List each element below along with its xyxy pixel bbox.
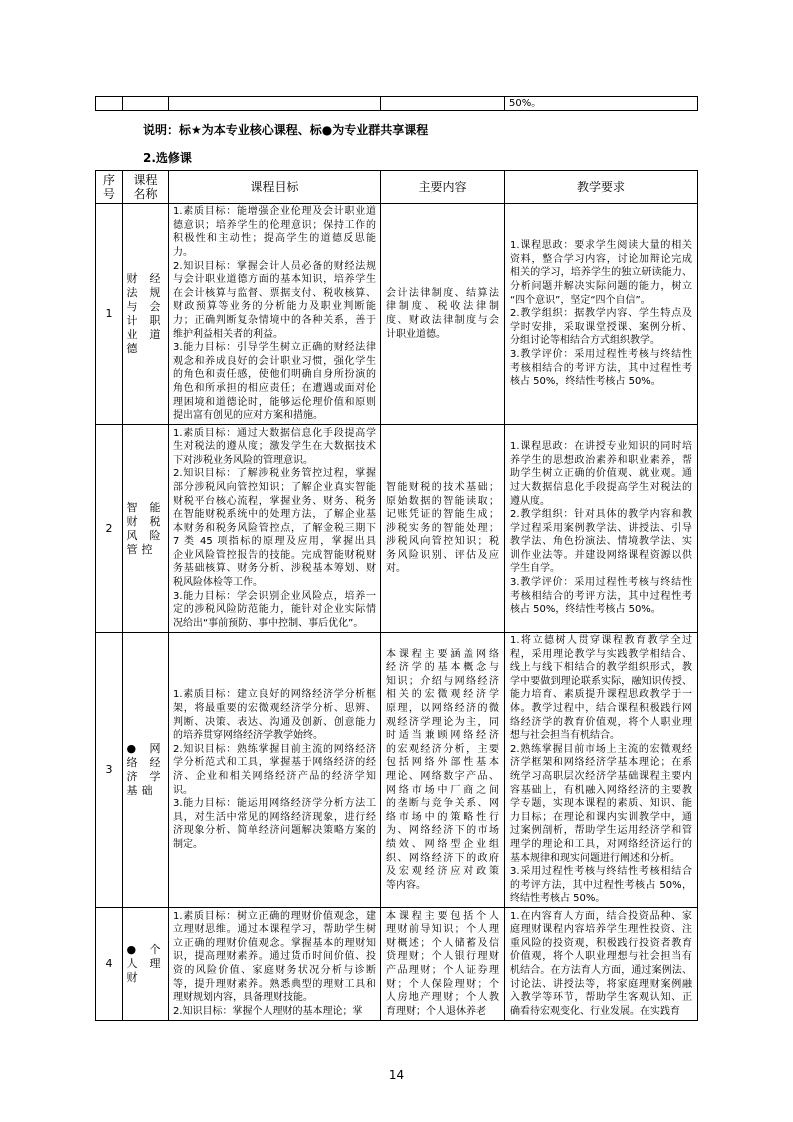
fragment-row — [96, 97, 698, 111]
text-line: 原始数据的智能读取； — [386, 495, 499, 507]
text-line: 理财前导知识；个人理 — [386, 924, 499, 936]
text-line: 1.课程思政：要求学生阅读大量的相关 — [510, 240, 692, 252]
text-line: 能力培育、素质提升课程思政教学于一 — [510, 689, 692, 701]
text-line: 1.在内容育人方面，结合投资品种、家 — [510, 910, 692, 922]
fragment-cell-requirements — [505, 97, 698, 111]
text-line: 1.素质目标：树立正确的理财价值观念，建 — [173, 910, 376, 922]
text-line: 教学法、角色扮演法、情境教学法、实 — [510, 536, 692, 548]
text-line: 程，采用理论教学与实践教学相结合、 — [510, 648, 692, 660]
text-line: 的垄断与竞争关系、网 — [386, 798, 499, 810]
text-line: 体。教学过程中，结合课程积极践行网 — [510, 703, 692, 715]
cell-name — [123, 908, 169, 1021]
text-line: 济学框架和网络经济学基本理论；在系 — [510, 757, 692, 769]
course-goals — [169, 204, 380, 424]
text-line: 过大数据信息化手段提高学生对税法的 — [510, 481, 692, 493]
text-line: 遵从度。 — [510, 495, 550, 507]
text-line: 理困境和道德论时，能够运伦理价值和原则 — [173, 396, 376, 408]
text-line: 1.素质目标：建立良好的网络经济学分析框 — [173, 689, 376, 701]
course-name: 财经法规与会计职业道德 — [126, 272, 165, 355]
cell-no — [96, 633, 123, 908]
cell-no — [96, 425, 123, 633]
text-line: 力。 — [173, 247, 193, 259]
text-line: 提出富有创见的应对方案和措施。 — [173, 410, 323, 422]
text-line: 企业风险管控报告的技能。完成智能财税财 — [173, 549, 376, 561]
text-line: 济现象分析、简单经济问题解决策略方案的 — [173, 825, 376, 837]
text-line: 力；正确判断复杂情境中的各种关系，善于 — [173, 315, 376, 326]
text-line: 1.素质目标：通过大数据信息化手段提高学 — [173, 427, 376, 439]
text-line: 时适当兼顾网络经济 — [386, 730, 499, 742]
text-line: 务风险识别、评估及应 — [386, 549, 499, 561]
text-line: 会计法律制度、结算法 — [386, 287, 499, 299]
text-line: 2.知识目标：掌握会计人员必备的财经法规 — [173, 260, 376, 272]
text-line: 架，将最重要的宏微观经济学分析、思辨、 — [173, 703, 376, 715]
text-line: 相关的宏微观经济学 — [386, 689, 499, 701]
header-cell-no — [96, 171, 123, 204]
fragment-cell-goals — [169, 97, 381, 111]
text-line: 的宏观经济分析，主要 — [386, 743, 499, 755]
text-line: 理学的理论和工具，对网络经济运行的 — [510, 838, 692, 850]
text-line: 维护利益相关者的利益。 — [173, 328, 283, 340]
text-line: 资的风险价值、家庭财务状况分析与诊断 — [173, 965, 376, 976]
cell-content — [381, 204, 505, 425]
teaching-requirements — [505, 633, 697, 907]
text-line: 2.知识目标：掌握个人理财的基本理论；掌 — [173, 1005, 363, 1017]
text-line: 讨论法、讲授法等，将家庭理财案例融 — [510, 978, 692, 990]
cell-no — [96, 908, 123, 1021]
cell-goals — [169, 633, 381, 908]
cell-content — [381, 425, 505, 633]
text-line: 3.采用过程性考核与终结性考核相结合 — [510, 866, 692, 878]
text-line: 力目标；在理论和课内实训教学中，通 — [510, 811, 692, 823]
text-line: 积极性和主动性；提高学生的道德反思能 — [173, 233, 376, 245]
text-line: 核占 50%，终结性考核占 50%。 — [510, 604, 661, 616]
text-line: 立理财思维。通过本课程学习，帮助学生树 — [173, 924, 376, 936]
text-line: 经济学的基本概念与 — [386, 662, 499, 674]
text-line: 及宏观经济应对政策 — [386, 866, 499, 878]
text-line: 生对税法的遵从度；激发学生在大数据技术 — [173, 441, 376, 453]
text-line: 3.能力目标：能运用网络经济学分析方法工 — [173, 798, 376, 810]
course-content — [381, 204, 504, 424]
text-line: 统学习高职层次经济学基础课程主要内 — [510, 771, 692, 782]
table-row — [96, 908, 698, 1021]
cell-requirements — [505, 204, 698, 425]
table-row — [96, 425, 698, 633]
text-line: 计职业道德。 — [386, 328, 446, 340]
cell-name — [123, 425, 169, 633]
text-line: 具，对生活中常见的网络经济现象，进行经 — [173, 811, 376, 823]
text-line: 角色和所承担的相应责任；在遭遇或面对伦 — [173, 382, 376, 394]
text-line: 涉税风向管控知识；税 — [386, 536, 499, 548]
text-line: 相关的学习，培养学生的独立研读能力、 — [510, 267, 692, 279]
cell-content — [381, 633, 505, 908]
text-line: 过案例剖析，帮助学生运用经济学和管 — [510, 825, 692, 837]
course-name: 智能财税风险管控 — [126, 500, 165, 556]
text-line: 财税平台核心流程，掌握业务、财务、税务 — [173, 495, 376, 507]
text-line: 1.课程思政：在讲授专业知识的同时培 — [510, 441, 692, 453]
cell-goals — [169, 425, 381, 633]
text-line: 在智能财税系统中的处理方法，了解企业基 — [173, 509, 376, 521]
text-line: 财政预算等业务的分析能力及职业判断能 — [173, 301, 376, 313]
row-number: 3 — [105, 763, 113, 776]
cell-requirements — [505, 908, 698, 1021]
text-line: 学时安排，采取课堂授课、案例分析、 — [510, 321, 692, 333]
text-line: 财概述；个人储蓄及信 — [386, 937, 499, 949]
text-line: 织、网络经济下的政府 — [386, 852, 499, 864]
text-line: 等，提升理财素养。熟悉典型的理财工具和 — [173, 978, 376, 990]
course-content — [381, 633, 504, 907]
text-line: 分析问题并解决实际问题的能力，树立 — [510, 281, 692, 293]
text-line: 考核相结合的考评方法，其中过程性考 — [510, 362, 692, 374]
text-line: 济、企业和相关网络经济产品的经济学知 — [173, 771, 376, 782]
text-line: 终结性考核占 50%。 — [510, 893, 606, 905]
text-line: 学分析范式和工具，掌握基于网络经济的经 — [173, 757, 376, 769]
row-number: 1 — [105, 307, 113, 320]
course-goals — [169, 908, 380, 1020]
teaching-requirements — [505, 908, 697, 1020]
table-row — [96, 633, 698, 908]
row-number: 2 — [105, 521, 113, 535]
teaching-requirements — [505, 425, 697, 632]
text-line: 本财务和税务风险管控点，了解金税三期下 — [173, 522, 376, 534]
text-line: 助学生树立正确的价值观、就业观。通 — [510, 468, 692, 480]
text-line: 核占 50%，终结性考核占 50%。 — [510, 376, 661, 388]
text-line: 络经济学的教育价值观，将个人职业理 — [510, 716, 692, 728]
text-line: 识。 — [173, 784, 193, 796]
text-line: 确看待宏观变化、行业发展。在实践育 — [510, 1005, 680, 1017]
header-cell-content — [381, 171, 505, 204]
text-line: 对。 — [386, 563, 406, 575]
text-line: 的考评方法，其中过程性考核占 50%， — [510, 879, 692, 891]
text-line: 智能财税的技术基础； — [386, 481, 499, 493]
text-line: 价值观，将个人职业理想与社会担当有 — [510, 951, 692, 963]
text-line: 想与社会担当有机结合。 — [510, 730, 620, 742]
header-goals-label: 课程目标 — [250, 180, 299, 194]
table-header-row — [96, 171, 698, 204]
text-line: 分组讨论等相结合方式组织教学。 — [510, 335, 660, 347]
page-number: 14 — [388, 1068, 405, 1082]
text-line: 训作业法等。并建设网络课程资源以供 — [510, 549, 692, 561]
text-line: 识，提高理财素养。通过货币时间价值、投 — [173, 951, 376, 963]
text-line: 3.教学评价：采用过程性考核与终结性 — [510, 348, 692, 360]
text-line: 3.教学评价：采用过程性考核与终结性 — [510, 577, 692, 589]
text-line: 络市场中的策略性行 — [386, 811, 499, 823]
course-goals — [169, 633, 380, 907]
header-cell-name — [123, 171, 169, 204]
header-name-label: 课程名称 — [133, 173, 158, 201]
text-line: 记账凭证的智能生成； — [386, 509, 499, 521]
text-line: 与会计职业道德方面的基本知识，培养学生 — [173, 274, 376, 286]
cell-goals — [169, 204, 381, 425]
cell-name — [123, 204, 169, 425]
cell-no — [96, 204, 123, 425]
text-line: 学过程采用案例教学法、讲授法、引导 — [510, 522, 692, 534]
fragment-cell-content — [381, 97, 505, 111]
text-line: 人房地产理财；个人教 — [386, 992, 499, 1004]
text-line: 容基础上，有机融入网络经济的主要教 — [510, 784, 692, 796]
text-line: 1.素质目标：能增强企业伦理及会计职业道 — [173, 206, 376, 218]
text-line: 3.能力目标：引导学生树立正确的财经法律 — [173, 342, 376, 354]
text-line: 绩效、网络型企业组 — [386, 838, 499, 850]
header-requirements-label: 教学要求 — [576, 180, 625, 194]
cell-requirements — [505, 425, 698, 633]
text-line: 财；个人保险理财；个 — [386, 978, 499, 990]
text-line: 的培养贯穿网络经济学教学始终。 — [173, 730, 323, 742]
text-line: 2.知识目标：熟练掌握目前主流的网络经济 — [173, 743, 376, 755]
course-content — [381, 908, 504, 1020]
text-line: 基本规律和现实问题进行阐述和分析。 — [510, 852, 680, 864]
cell-content — [381, 908, 505, 1021]
text-line: 线上与线下相结合的教学组织形式，教 — [510, 662, 692, 674]
text-line: 入教学等环节，帮助学生客观认知、正 — [510, 992, 692, 1004]
text-line: 等内容。 — [386, 879, 426, 891]
text-line: 德意识；培养学生的伦理意识；保持工作的 — [173, 219, 376, 231]
text-line: 学生自学。 — [510, 563, 560, 575]
text-line: 知识；介绍与网络经济 — [386, 675, 499, 687]
text-line: 制定。 — [173, 838, 203, 850]
text-line: 部分涉税风向管控知识；了解企业真实智能 — [173, 481, 376, 493]
elective-course-table — [95, 170, 698, 1021]
cell-requirements — [505, 633, 698, 908]
header-no-label: 序号 — [102, 173, 115, 201]
text-line: 庭理财课程内容培养学生理性投资、注 — [510, 924, 692, 936]
text-line: 2.教学组织：据教学内容、学生特点及 — [510, 308, 692, 320]
text-line: 观念和养成良好的会计职业习惯，强化学生 — [173, 355, 376, 367]
cell-name — [123, 633, 169, 908]
text-line: 原理，以网络经济的微 — [386, 703, 499, 715]
text-line: 学中要做到理论联系实际，融知识传授、 — [510, 675, 692, 687]
text-line: 务基础核算、财务分析、涉税基本筹划、财 — [173, 563, 376, 575]
text-line: 产品理财；个人证券理 — [386, 965, 499, 976]
text-line: 2.知识目标：了解涉税业务管控过程，掌握 — [173, 468, 376, 480]
header-cell-requirements — [505, 171, 698, 204]
text-line: 育理财；个人退休养老 — [386, 1005, 486, 1017]
legend-note: 说明：标★为本专业核心课程、标●为专业群共享课程 — [143, 123, 429, 137]
text-line: 包括网络外部性基本 — [386, 757, 499, 769]
course-goals — [169, 425, 380, 632]
teaching-requirements — [505, 204, 697, 424]
table-row — [96, 204, 698, 425]
text-line: 的角色和责任感，使他们明确自身所扮演的 — [173, 369, 376, 381]
text-line: 立正确的理财价值观念。掌握基本的理财知 — [173, 937, 376, 949]
fragment-cell-no — [96, 97, 123, 111]
text-line: 2.教学组织：针对具体的教学内容和教 — [510, 509, 692, 521]
text-line: 税风险体检等工作。 — [173, 577, 263, 589]
course-name: ●个人理财 — [126, 943, 165, 984]
text-line: 下对涉税业务风险的管理意识。 — [173, 454, 313, 466]
text-line: 重风险的投资观，积极践行投资者教育 — [510, 937, 692, 949]
text-line: 涉税实务的智能处理； — [386, 522, 499, 534]
cell-goals — [169, 908, 381, 1021]
header-cell-goals — [169, 171, 381, 204]
text-line: 本课程主要涵盖网络 — [386, 648, 499, 660]
header-content-label: 主要内容 — [418, 180, 467, 194]
text-line: 判断、决策、表达、沟通及创新、创意能力 — [173, 716, 376, 728]
text-line: 网络市场中厂商之间 — [386, 784, 499, 796]
text-line: 资料，整合学习内容，讨论加辩论完成 — [510, 253, 692, 265]
course-content — [381, 425, 504, 632]
text-line: 2.熟练掌握目前市场上主流的宏微观经 — [510, 743, 692, 755]
fragment-requirements-text: 50%。 — [509, 98, 542, 109]
text-line: 本课程主要包括个人 — [386, 910, 499, 922]
text-line: 1.将立德树人贯穿课程教育教学全过 — [510, 635, 692, 647]
text-line: 在会计核算与监督、票据支付、税收核算、 — [173, 287, 376, 299]
text-line: “四个意识”，坚定“四个自信”。 — [510, 294, 651, 306]
text-line: 养学生的思想政治素养和职业素养，帮 — [510, 454, 692, 466]
fragment-cell-name — [123, 97, 169, 111]
course-name: ●网络经济学基础 — [126, 742, 165, 797]
text-line: 贷理财；个人银行理财 — [386, 951, 499, 963]
text-line: 机结合。在方法育人方面，通过案例法、 — [510, 965, 692, 976]
text-line: 律制度、税收法律制 — [386, 301, 499, 313]
text-line: 理财规划内容，具备理财技能。 — [173, 992, 313, 1004]
previous-table-fragment — [95, 96, 698, 111]
text-line: 考核相结合的考评方法，其中过程性考 — [510, 590, 692, 602]
text-line: 学专题，实现本课程的素质、知识、能 — [510, 798, 692, 810]
text-line: 观经济学理论为主，同 — [386, 716, 499, 728]
text-line: 7 类 45 项指标的原理及应用，掌握出具 — [173, 536, 376, 548]
text-line: 理论、网络数字产品、 — [386, 771, 499, 782]
text-line: 为、网络经济下的市场 — [386, 825, 499, 837]
row-number: 4 — [105, 957, 113, 970]
text-line: 度、财政法律制度与会 — [386, 315, 499, 326]
text-line: 定的涉税风险防范能力，能针对企业实际情 — [173, 604, 376, 616]
text-line: 况给出“事前预防、事中控制、事后优化”。 — [173, 617, 364, 629]
text-line: 3.能力目标：学会识别企业风险点，培养一 — [173, 590, 376, 602]
section-title: 2.选修课 — [143, 151, 192, 165]
